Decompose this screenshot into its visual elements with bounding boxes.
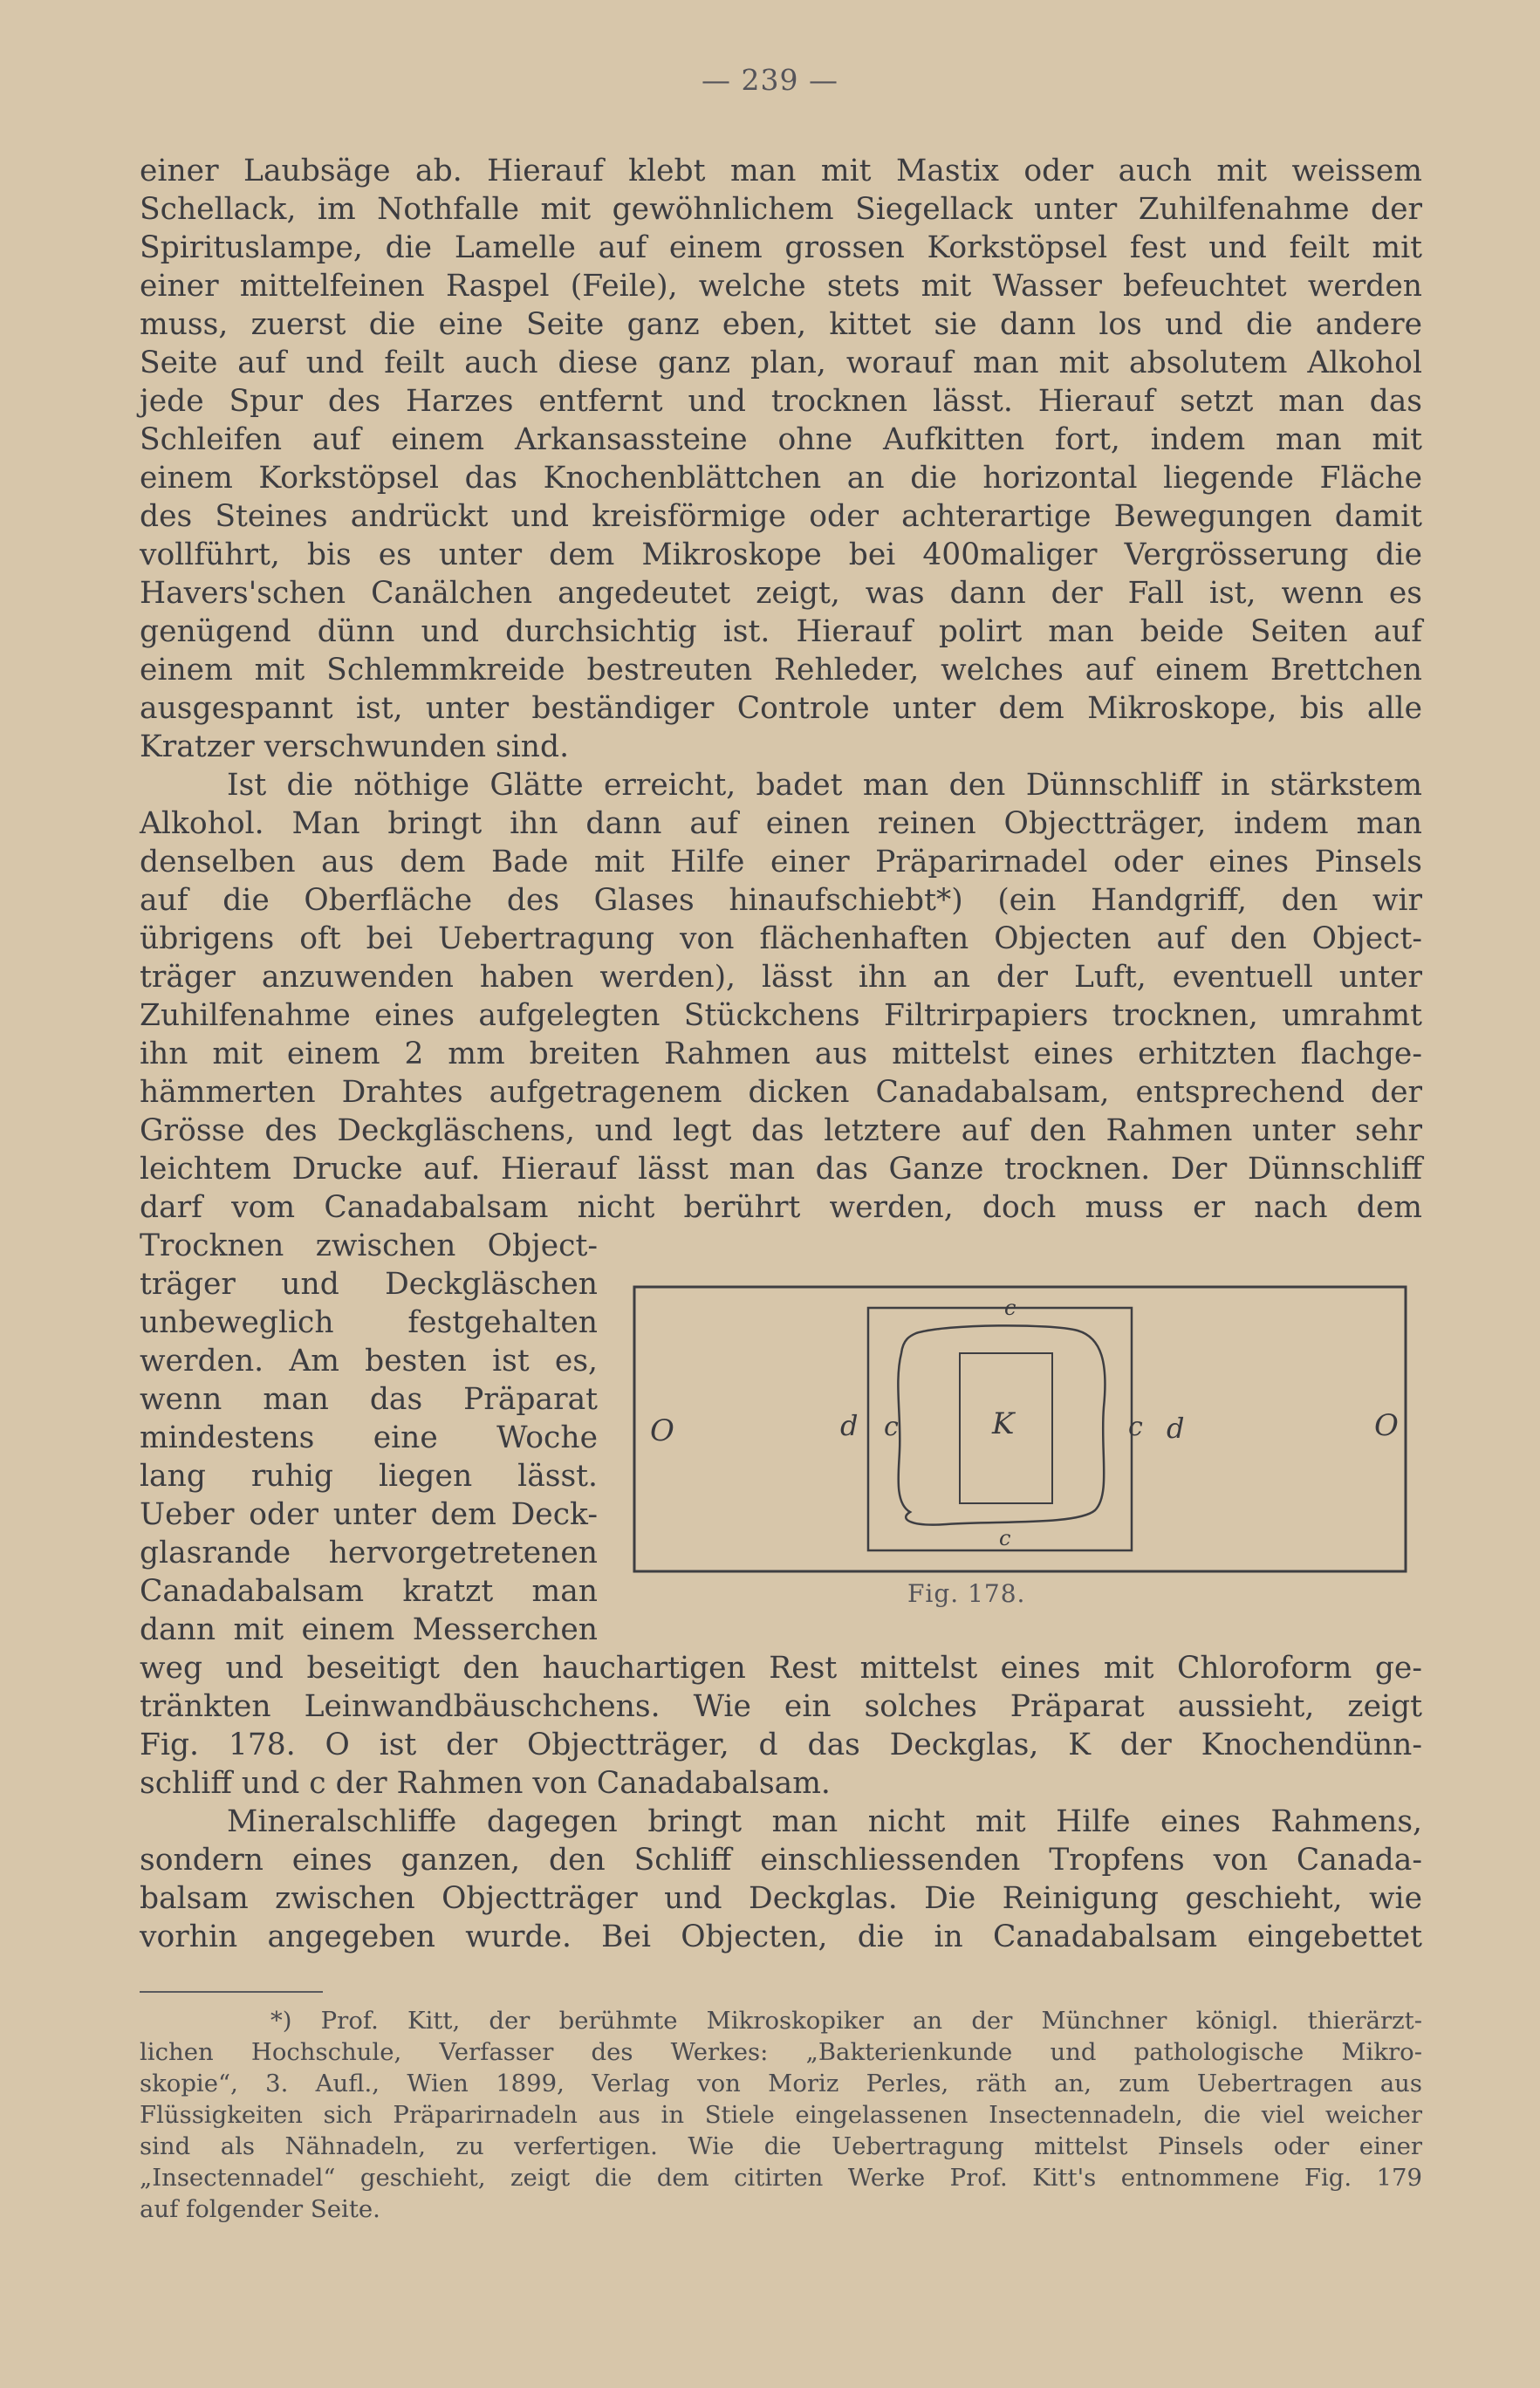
text-line: Ist die nöthige Glätte erreicht, badet man den Dünnschliff in stärkstem xyxy=(227,768,1422,803)
text-line: träger und Deckgläschen xyxy=(140,1267,598,1302)
text-line: Alkohol. Man bringt ihn dann auf einen reinen Objectträger, indem man xyxy=(140,806,1422,841)
text-line: Fig. 178. O ist der Objectträger, d das Deckglas, K der Knochendünn- xyxy=(140,1728,1422,1762)
label-c-top: c xyxy=(1004,1296,1016,1320)
paragraph-2 xyxy=(140,766,1422,1227)
text-line: Zuhilfenahme eines aufgelegten Stückchens Filtrirpapiers trocknen, umrahmt xyxy=(140,998,1422,1033)
text-line: hämmerten Drahtes aufgetragenem dicken Canadabalsam, entsprechend der xyxy=(140,1075,1422,1110)
text-line: balsam zwischen Objectträger und Deckglas. Die Reinigung geschieht, wie xyxy=(140,1881,1422,1916)
text-line: ihn mit einem 2 mm breiten Rahmen aus mittelst eines erhitzten flachge- xyxy=(140,1037,1422,1071)
text-line: darf vom Canadabalsam nicht berührt werden, doch muss er nach dem xyxy=(140,1190,1422,1225)
text-line: Grösse des Deckgläschens, und legt das letztere auf den Rahmen unter sehr xyxy=(140,1113,1422,1148)
text-line: lang ruhig liegen lässt. xyxy=(140,1459,598,1494)
text-line: einer mittelfeinen Raspel (Feile), welche stets mit Wasser befeuchtet werden xyxy=(140,269,1422,304)
text-line: Trocknen zwischen Object- xyxy=(140,1228,598,1263)
text-line: muss, zuerst die eine Seite ganz eben, kittet sie dann los und die andere xyxy=(140,307,1422,342)
text-line: mindestens eine Woche xyxy=(140,1420,598,1455)
text-line: genügend dünn und durchsichtig ist. Hierauf polirt man beide Seiten auf xyxy=(140,614,1422,649)
label-d-left: d xyxy=(840,1409,859,1442)
label-c-right: c xyxy=(1128,1412,1143,1442)
slide-diagram xyxy=(633,1285,1409,1573)
text-line: dann mit einem Messerchen xyxy=(140,1612,598,1647)
text-line: vorhin angegeben wurde. Bei Objecten, die in Canadabalsam eingebettet xyxy=(140,1919,1422,1954)
footnote-line: lichen Hochschule, Verfasser des Werkes: „Bakterienkunde und pathologische Mikro- xyxy=(140,2038,1422,2066)
text-line: Ueber oder unter dem Deck- xyxy=(140,1497,598,1532)
footnote xyxy=(140,2005,1422,2225)
figure-178 xyxy=(633,1285,1409,1573)
text-line: Havers'schen Canälchen angedeutet zeigt, was dann der Fall ist, wenn es xyxy=(140,576,1422,611)
paragraph-2-narrow xyxy=(140,1227,598,1649)
object-slide-outline xyxy=(634,1287,1406,1571)
text-line: Schleifen auf einem Arkansassteine ohne Aufkitten fort, indem man mit xyxy=(140,422,1422,457)
figure-caption: Fig. 178. xyxy=(907,1579,1026,1608)
footnote-line: sind als Nähnadeln, zu verfertigen. Wie die Uebertragung mittelst Pinsels oder einer xyxy=(140,2132,1422,2160)
text-line: einer Laubsäge ab. Hierauf klebt man mit Mastix oder auch mit weissem xyxy=(140,154,1422,188)
text-line: denselben aus dem Bade mit Hilfe einer Präparirnadel oder eines Pinsels xyxy=(140,845,1422,879)
label-K: K xyxy=(992,1406,1015,1441)
text-line: tränkten Leinwandbäuschchens. Wie ein solches Präparat aussieht, zeigt xyxy=(140,1689,1422,1724)
label-O-right: O xyxy=(1374,1408,1399,1443)
text-line: unbeweglich festgehalten xyxy=(140,1305,598,1340)
text-line: einem mit Schlemmkreide bestreuten Rehleder, welches auf einem Brettchen xyxy=(140,653,1422,688)
text-line: jede Spur des Harzes entfernt und trocknen lässt. Hierauf setzt man das xyxy=(140,384,1422,419)
text-line: Mineralschliffe dagegen bringt man nicht mit Hilfe eines Rahmens, xyxy=(227,1804,1422,1839)
footnote-line: Flüssigkeiten sich Präparirnadeln aus in Stiele eingelassenen Insectennadeln, die viel weicher xyxy=(140,2101,1422,2129)
footnote-line: auf folgender Seite. xyxy=(140,2195,380,2223)
footnote-divider xyxy=(140,1991,323,1993)
label-c-bottom: c xyxy=(999,1526,1011,1550)
text-line: leichtem Drucke auf. Hierauf lässt man das Ganze trocknen. Der Dünnschliff xyxy=(140,1152,1422,1187)
text-line: sondern eines ganzen, den Schliff einschliessenden Tropfens von Canada- xyxy=(140,1843,1422,1878)
text-line: einem Korkstöpsel das Knochenblättchen an die horizontal liegende Fläche xyxy=(140,461,1422,496)
text-line: werden. Am besten ist es, xyxy=(140,1344,598,1379)
paragraph-1 xyxy=(140,152,1422,766)
footnote-line: skopie“, 3. Aufl., Wien 1899, Verlag von Moriz Perles, räth an, zum Uebertragen aus xyxy=(140,2070,1422,2097)
text-line: des Steines andrückt und kreisförmige oder achterartige Bewegungen damit xyxy=(140,499,1422,534)
text-line: Kratzer verschwunden sind. xyxy=(140,729,570,764)
label-O-left: O xyxy=(650,1413,674,1448)
footnote-line: *) Prof. Kitt, der berühmte Mikroskopiker an der Münchner königl. thierärzt- xyxy=(270,2007,1422,2035)
page-number: — 239 — xyxy=(702,63,838,97)
paragraph-3 xyxy=(140,1803,1422,1956)
text-line: träger anzuwenden haben werden), lässt ihn an der Luft, eventuell unter xyxy=(140,960,1422,995)
text-line: schliff und c der Rahmen von Canadabalsam. xyxy=(140,1766,831,1801)
text-line: übrigens oft bei Uebertragung von flächenhaften Objecten auf den Object- xyxy=(140,921,1422,956)
label-c-left: c xyxy=(884,1412,899,1442)
text-line: Spirituslampe, die Lamelle auf einem grossen Korkstöpsel fest und feilt mit xyxy=(140,230,1422,265)
text-line: auf die Oberfläche des Glases hinaufschiebt*) (ein Handgriff, den wir xyxy=(140,883,1422,918)
text-line: weg und beseitigt den hauchartigen Rest mittelst eines mit Chloroform ge- xyxy=(140,1651,1422,1686)
footnote-line: „Insectennadel“ geschieht, zeigt die dem citirten Werke Prof. Kitt's entnommene Fig. 179 xyxy=(140,2164,1422,2192)
text-line: glasrande hervorgetretenen xyxy=(140,1536,598,1570)
text-line: ausgespannt ist, unter beständiger Controle unter dem Mikroskope, bis alle xyxy=(140,691,1422,726)
text-line: Seite auf und feilt auch diese ganz plan, worauf man mit absolutem Alkohol xyxy=(140,346,1422,380)
text-line: wenn man das Präparat xyxy=(140,1382,598,1417)
text-line: Canadabalsam kratzt man xyxy=(140,1574,598,1609)
paragraph-2-continued xyxy=(140,1649,1422,1803)
label-d-right: d xyxy=(1167,1412,1185,1445)
text-line: Schellack, im Nothfalle mit gewöhnlichem Siegellack unter Zuhilfenahme der xyxy=(140,192,1422,227)
text-line: vollführt, bis es unter dem Mikroskope bei 400maliger Vergrösserung die xyxy=(140,537,1422,572)
